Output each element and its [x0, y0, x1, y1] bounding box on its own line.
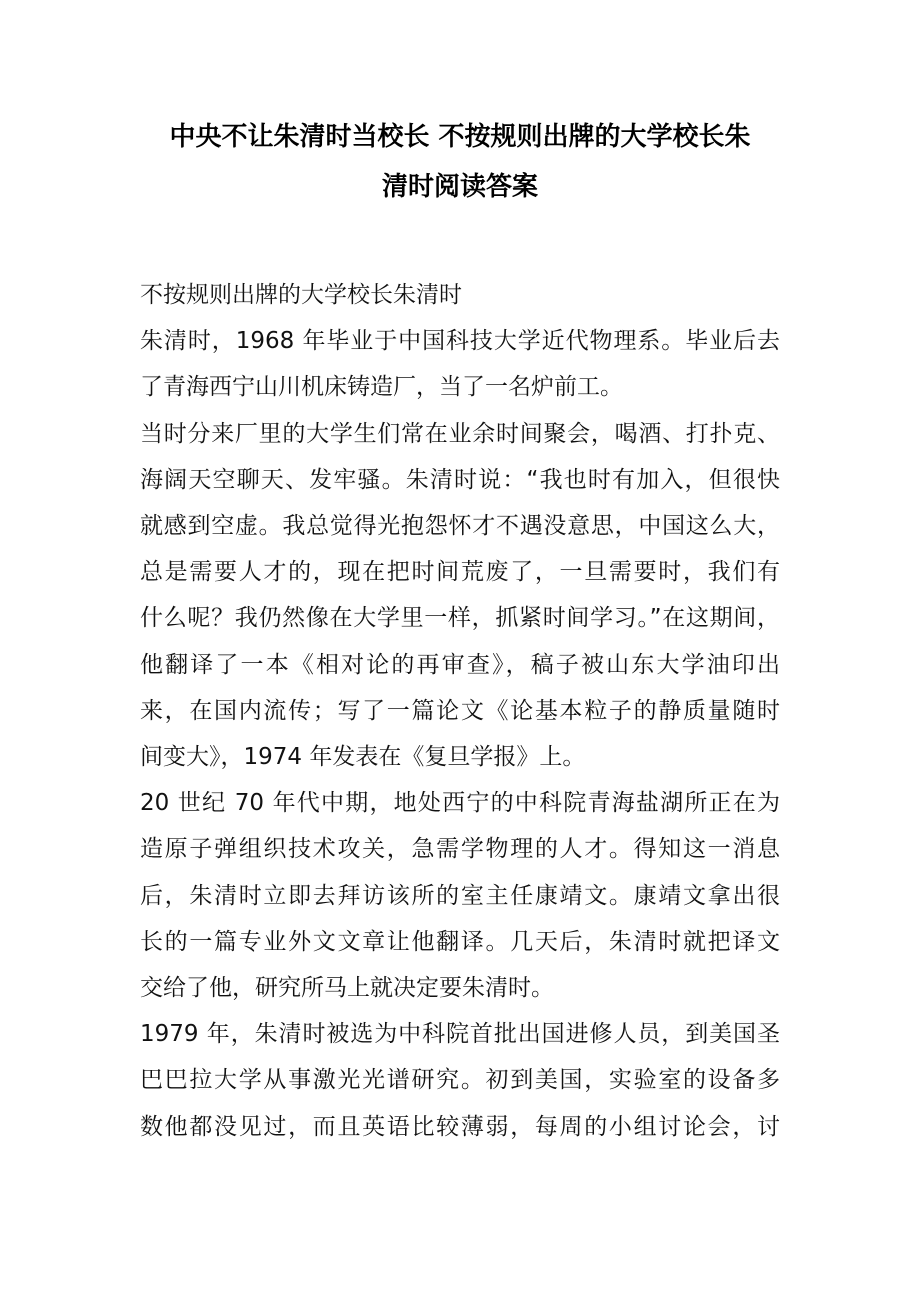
text-line: 数他都没见过，而且英语比较薄弱，每周的小组讨论会，讨	[140, 1113, 780, 1140]
text-line: 造原子弹组织技术攻关，急需学物理的人才。得知这一消息	[140, 836, 780, 863]
subtitle-paragraph	[140, 272, 780, 318]
text-line: 了青海西宁山川机床铸造厂，当了一名炉前工。	[140, 374, 623, 401]
text-line: 间变大》，1974 年发表在《复旦学报》上。	[140, 744, 586, 771]
text-line: 朱清时，1968 年毕业于中国科技大学近代物理系。毕业后去	[140, 328, 780, 355]
text-line: 就感到空虚。我总觉得光抱怨怀才不遇没意思，中国这么大，	[140, 513, 780, 540]
text-line: 后，朱清时立即去拜访该所的室主任康靖文。康靖文拿出很	[140, 882, 780, 909]
document-title	[140, 112, 780, 212]
text-line: 当时分来厂里的大学生们常在业余时间聚会，喝酒、打扑克、	[140, 420, 780, 447]
text-line: 什么呢？我仍然像在大学里一样，抓紧时间学习。”在这期间，	[140, 605, 780, 632]
document-body	[140, 272, 780, 1150]
paragraph-2	[140, 411, 780, 781]
paragraph-4	[140, 1011, 780, 1150]
text-line: 来，在国内流传；写了一篇论文《论基本粒子的静质量随时	[140, 697, 780, 724]
title-line-1: 中央不让朱清时当校长 不按规则出牌的大学校长朱	[169, 122, 751, 152]
text-line: 长的一篇专业外文文章让他翻译。几天后，朱清时就把译文	[140, 928, 780, 955]
text-line: 他翻译了一本《相对论的再审查》，稿子被山东大学油印出	[140, 651, 780, 678]
text-line: 总是需要人才的，现在把时间荒废了，一旦需要时，我们有	[140, 559, 780, 586]
text-line: 交给了他，研究所马上就决定要朱清时。	[140, 975, 554, 1002]
text-line: 巴巴拉大学从事激光光谱研究。初到美国，实验室的设备多	[140, 1067, 780, 1094]
paragraph-1	[140, 318, 780, 410]
text-line: 海阔天空聊天、发牢骚。朱清时说：“我也时有加入，但很快	[140, 466, 780, 493]
text-line: 20 世纪 70 年代中期，地处西宁的中科院青海盐湖所正在为	[140, 790, 780, 817]
text-line: 不按规则出牌的大学校长朱清时	[140, 282, 462, 308]
title-line-2: 清时阅读答案	[381, 172, 538, 202]
text-line: 1979 年，朱清时被选为中科院首批出国进修人员，到美国圣	[140, 1021, 780, 1048]
paragraph-3	[140, 780, 780, 1011]
